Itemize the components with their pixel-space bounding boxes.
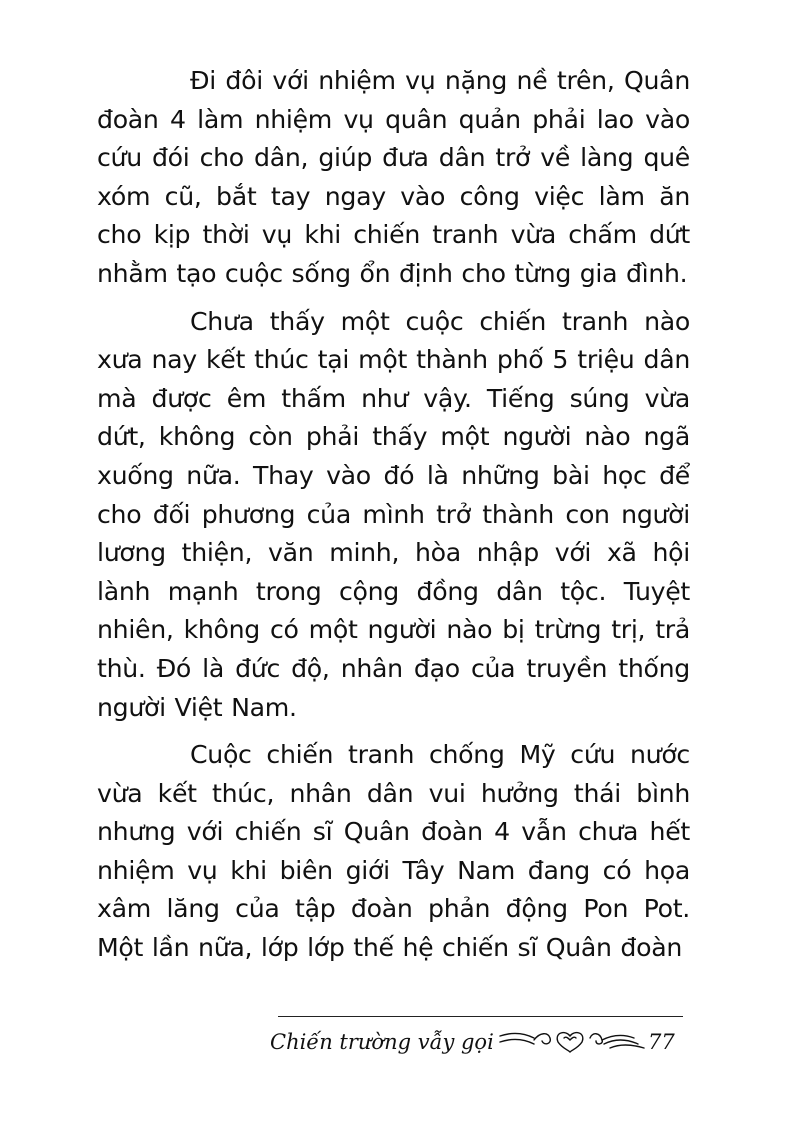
page-body	[97, 62, 690, 977]
footer-rule	[278, 1016, 683, 1017]
paragraph-3: Cuộc chiến tranh chống Mỹ cứu nước vừa kết thúc, nhân dân vui hưởng thái bình nhưng với chiến sĩ Quân đoàn 4 vẫn chưa hết nhiệm vụ khi biên giới Tây Nam đang có họa xâm lăng của tập đoàn phản động Pon Pot. Một lần nữa, lớp lớp thế hệ chiến sĩ Quân đoàn	[97, 740, 690, 963]
paragraph-1: Đi đôi với nhiệm vụ nặng nề trên, Quân đoàn 4 làm nhiệm vụ quân quản phải lao vào cứu đói cho dân, giúp đưa dân trở về làng quê xóm cũ, bắt tay ngay vào công việc làm ăn cho kịp thời vụ khi chiến tranh vừa chấm dứt nhằm tạo cuộc sống ổn định cho từng gia đình.	[97, 66, 690, 288]
page-footer	[270, 1016, 690, 1066]
page-number: 77	[648, 1030, 675, 1054]
flourish-ornament-icon	[498, 1026, 648, 1054]
paragraph-2: Chưa thấy một cuộc chiến tranh nào xưa nay kết thúc tại một thành phố 5 triệu dân mà được êm thấm như vậy. Tiếng súng vừa dứt, không còn phải thấy một người nào ngã xuống nữa. Thay vào đó là những bài học để cho đối phương của mình trở thành con người lương thiện, văn minh, hòa nhập với xã hội lành mạnh trong cộng đồng dân tộc. Tuyệt nhiên, không có một người nào bị trừng trị, trả thù. Đó là đức độ, nhân đạo của truyền thống người Việt Nam.	[97, 306, 690, 722]
running-title: Chiến trường vẫy gọi	[270, 1030, 494, 1054]
